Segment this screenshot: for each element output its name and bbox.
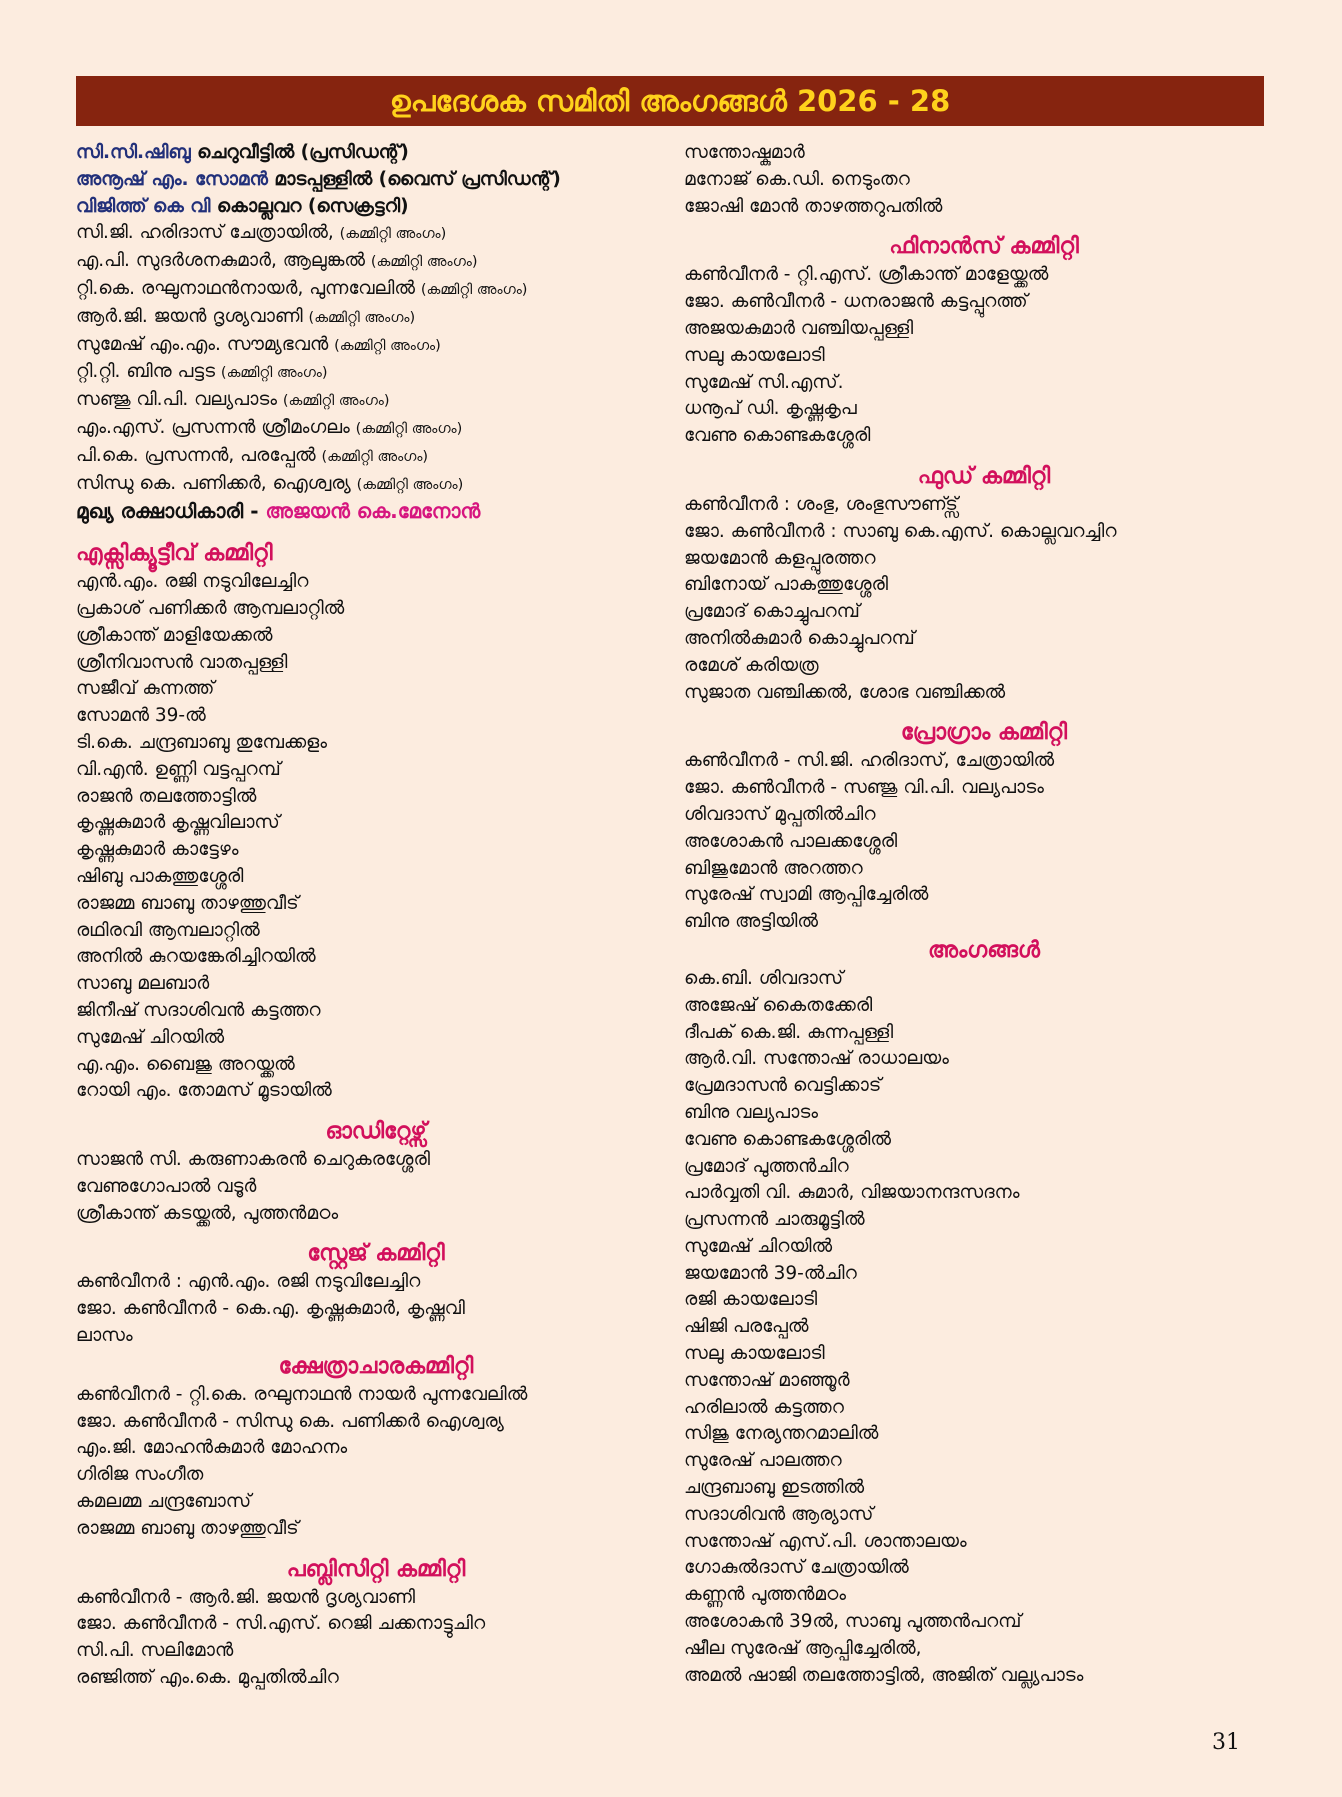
member-name: റ്റി.റ്റി. ബിനു പട്ടട [76, 361, 216, 383]
list-item: സന്തോഷ് എസ്.പി. ശാന്താലയം [684, 1530, 967, 1552]
list-item: റോയി എം. തോമസ് മൂടായിൽ [76, 1080, 332, 1102]
finance-heading: ഫിനാൻസ് കമ്മിറ്റി [889, 234, 1079, 260]
officer-name: അനൂഷ് എം. സോമൻ [76, 168, 268, 190]
officer-line [76, 167, 676, 194]
list-item: പ്രസന്നൻ ചാരുമൂട്ടിൽ [684, 1209, 865, 1231]
member-name: പി.കെ. പ്രസന്നൻ, പരപ്പേൽ [76, 444, 316, 466]
committee-member [76, 387, 676, 415]
list-item: ബിനോയ് പാകത്തുശ്ശേരി [684, 574, 889, 596]
chief-patron-name: അജയൻ കെ.മേനോൻ [265, 499, 481, 524]
list-item: സന്തോഷ്കുമാർ [684, 142, 805, 163]
list-item: ബിജുമോൻ അറത്തറ [684, 857, 863, 879]
list-item: ബിനു അട്ടിയിൽ [684, 911, 818, 933]
list-item: ജിനീഷ് സദാശിവൻ കട്ടത്തറ [76, 999, 321, 1021]
executive-section [76, 539, 676, 1105]
list-item: ജോ. കൺവീനർ - ധനരാജൻ കട്ടപ്പുറത്ത് [684, 291, 1028, 313]
committee-member [76, 415, 676, 443]
list-item: സുമേഷ് സി.എസ്. [684, 371, 844, 393]
list-item: ലാസം [76, 1325, 133, 1347]
member-role: (കമ്മിറ്റി അംഗം) [321, 448, 429, 465]
list-item: ഷീല സുരേഷ് ആപ്പിച്ചേരിൽ, [684, 1637, 922, 1659]
list-item: രഞ്ജിത്ത് എം.കെ. മുപ്പതിൽചിറ [76, 1667, 339, 1689]
list-item: കമലമ്മ ചന്ദ്രബോസ് [76, 1491, 252, 1513]
member-name: സുമേഷ് എം.എം. സൗമ്യഭവൻ [76, 333, 329, 355]
officer-role: ചെറുവീട്ടിൽ (പ്രസിഡന്റ്) [190, 142, 409, 163]
list-item: കൺവീനർ - സി.ജി. ഹരിദാസ്, ചേത്രായിൽ [684, 750, 1055, 772]
list-item: സലു കായലോടി [684, 1343, 825, 1365]
list-item: ചന്ദ്രബാബു ഇടത്തിൽ [684, 1477, 865, 1499]
members-heading: അംഗങ്ങൾ [928, 937, 1040, 963]
list-item: ഷിബു പാകത്തുശ്ശേരി [76, 865, 244, 887]
member-role: (കമ്മിറ്റി അംഗം) [220, 365, 328, 382]
stage-heading: സ്റ്റേജ് കമ്മിറ്റി [307, 1241, 445, 1267]
list-item: ജോഷി മോൻ താഴത്തറുപതിൽ [684, 195, 943, 217]
member-role: (കമ്മിറ്റി അംഗം) [370, 254, 478, 271]
list-item: സുമേഷ് ചിറയിൽ [76, 1026, 225, 1048]
list-item: കൺവീനർ - റ്റി.കെ. രഘുനാഥൻ നായർ പുന്നവേലിൽ [76, 1383, 528, 1405]
member-role: (കമ്മിറ്റി അംഗം) [356, 476, 464, 493]
list-item: വേണുഗോപാൽ വടൂർ [76, 1175, 257, 1197]
temple-section [76, 1352, 676, 1543]
publicity-heading: പബ്ലിസിറ്റി കമ്മിറ്റി [286, 1556, 466, 1582]
list-item: ശ്രീകാന്ത് മാളിയേക്കൽ [76, 624, 273, 646]
list-item: മനോജ് കെ.ഡി. നെടുംതറ [684, 168, 910, 190]
list-item: ജോ. കൺവീനർ : സാബു കെ.എസ്. കൊല്ലവറച്ചിറ [684, 520, 1117, 542]
list-item: അജയകുമാർ വഞ്ചിയപ്പള്ളി [684, 317, 914, 339]
list-item: രഥിരവി ആമ്പലാറ്റിൽ [76, 919, 260, 941]
list-item: പാർവ്വതി വി. കുമാർ, വിജയാനന്ദസദനം [684, 1182, 1020, 1204]
list-item: എം.ജി. മോഹൻകുമാർ മോഹനം [76, 1437, 348, 1459]
list-item: എൻ.എം. രജി നടുവിലേച്ചിറ [76, 571, 309, 593]
committee-member [76, 359, 676, 387]
list-item: സോമൻ 39-ൽ [76, 705, 206, 727]
list-item: കൺവീനർ : ശംഭു, ശംഭുസൗണ്ട്സ് [684, 493, 958, 515]
list-item: അജേഷ് കൈതക്കേരി [684, 994, 873, 1016]
list-item: ജയമോൻ കളപ്പുരത്തറ [684, 547, 876, 569]
chief-patron-label: മുഖ്യ രക്ഷാധികാരി - [76, 499, 266, 524]
list-item: സദാശിവൻ ആര്യാസ് [684, 1503, 874, 1525]
list-item: സലു കായലോടി [684, 344, 825, 366]
food-section [684, 462, 1284, 706]
member-name: എ.പി. സുദർശനകുമാർ, ആലുങ്കൽ [76, 250, 365, 272]
list-item: അനിൽ കുറയങ്കേരിച്ചിറയിൽ [76, 946, 316, 968]
continued-executive-list [684, 140, 1284, 220]
list-item: അനിൽകുമാർ കൊച്ചുപറമ്പ് [684, 627, 915, 649]
list-item: ബിനു വല്യപാടം [684, 1101, 818, 1123]
officer-line [76, 194, 676, 221]
committee-member [76, 220, 676, 248]
list-item: എ.എം. ബൈജു അറയ്ക്കൽ [76, 1053, 295, 1075]
list-item: കൺവീനർ : എൻ.എം. രജി നടുവിലേച്ചിറ [76, 1271, 421, 1293]
list-item: സുരേഷ് സ്വാമി ആപ്പിച്ചേരിൽ [684, 884, 929, 906]
committee-member [76, 471, 676, 499]
committee-member [76, 304, 676, 332]
right-column [684, 140, 1284, 1689]
committee-member [76, 443, 676, 471]
finance-section [684, 232, 1284, 450]
committee-member [76, 332, 676, 360]
list-item: വേണു കൊണ്ടകശ്ശേരി [684, 425, 871, 447]
auditors-heading: ഓഡിറ്റേഴ്സ് [325, 1119, 427, 1145]
list-item: പ്രേമദാസൻ വെട്ടിക്കാട് [684, 1075, 882, 1097]
list-item: ശിവദാസ് മുപ്പതിൽചിറ [684, 803, 876, 825]
list-item: ഹരിലാൽ കട്ടത്തറ [684, 1396, 844, 1418]
list-item: സുരേഷ് പാലത്തറ [684, 1450, 842, 1472]
list-item: വി.എൻ. ഉണ്ണി വട്ടപ്പറമ്പ് [76, 758, 281, 780]
member-name: റ്റി.കെ. രഘുനാഥൻനായർ, പുന്നവേലിൽ [76, 277, 415, 299]
list-item: കണ്ണൻ പുത്തൻമഠം [684, 1584, 847, 1606]
officer-name: സി.സി.ഷിബു [76, 142, 191, 163]
chief-patron [76, 498, 676, 525]
list-item: കൺവീനർ - ആർ.ജി. ജയൻ ദൃശ്യവാണി [76, 1586, 415, 1608]
list-item: ദീപക് കെ.ജി. കുന്നപ്പള്ളി [684, 1021, 894, 1043]
page-banner-title: ഉപദേശക സമിതി അംഗങ്ങൾ 2026 - 28 [76, 76, 1264, 126]
committee-member [76, 248, 676, 276]
list-item: സി.പി. സലിമോൻ [76, 1640, 234, 1662]
list-item: പ്രമോദ് പുത്തൻചിറ [684, 1155, 849, 1177]
list-item: സുമേഷ് ചിറയിൽ [684, 1235, 833, 1257]
list-item: കൺവീനർ - റ്റി.എസ്. ശ്രീകാന്ത് മാളേയ്ക്കൽ [684, 264, 1049, 286]
executive-heading: എക്സിക്യൂട്ടീവ് കമ്മിറ്റി [76, 541, 273, 567]
officer-line [76, 140, 676, 167]
officer-name: വിജിത്ത് കെ വി [76, 195, 211, 217]
list-item: ജയമോൻ 39-ൽചിറ [684, 1262, 857, 1284]
committee-members-list [76, 220, 676, 498]
list-item: ആർ.വി. സന്തോഷ് രാധാലയം [684, 1048, 949, 1070]
page-number: 31 [1212, 1730, 1240, 1755]
list-item: ശ്രീകാന്ത് കടയ്ക്കൽ, പുത്തൻമഠം [76, 1202, 339, 1224]
list-item: അശോകൻ 39ൽ, സാബു പുത്തൻപറമ്പ് [684, 1611, 1022, 1633]
officers-list [76, 140, 676, 220]
member-name: സഞ്ജു വി.പി. വല്യപാടം [76, 389, 277, 411]
members-section [684, 936, 1284, 1690]
list-item: സന്തോഷ് മാഞ്ഞൂർ [684, 1369, 850, 1391]
list-item: സജീവ് കുന്നത്ത് [76, 678, 215, 700]
list-item: കൃഷ്ണകുമാർ കൃഷ്ണവിലാസ് [76, 812, 280, 834]
list-item: വേണു കൊണ്ടകശ്ശേരിൽ [684, 1128, 891, 1150]
member-name: സിന്ധു കെ. പണിക്കർ, ഐശ്വര്യ [76, 472, 351, 494]
list-item: ജോ. കൺവീനർ - കെ.എ. കൃഷ്ണകുമാർ, കൃഷ്ണവി [76, 1298, 465, 1320]
auditors-section [76, 1117, 676, 1227]
officer-role: കൊല്ലവറ (സെക്രട്ടറി) [210, 195, 409, 217]
publicity-section [76, 1555, 676, 1692]
list-item: ഗിരിജ സംഗീത [76, 1464, 204, 1486]
list-item: ശ്രീനിവാസൻ വാതപ്പള്ളി [76, 651, 288, 673]
member-role: (കമ്മിറ്റി അംഗം) [420, 281, 528, 298]
list-item: ടി.കെ. ചന്ദ്രബാബു തുമ്പേക്കളം [76, 731, 327, 753]
list-item: പ്രമോദ് കൊച്ചുപറമ്പ് [684, 601, 860, 623]
member-role: (കമ്മിറ്റി അംഗം) [308, 309, 416, 326]
member-role: (കമ്മിറ്റി അംഗം) [282, 393, 390, 410]
left-column [76, 140, 676, 1692]
committee-member [76, 276, 676, 304]
program-heading: പ്രോഗ്രാം കമ്മിറ്റി [900, 720, 1068, 746]
officer-role: മാടപ്പള്ളിൽ (വൈസ് പ്രസിഡന്റ്) [267, 168, 561, 190]
list-item: പ്രകാശ് പണിക്കർ ആമ്പലാറ്റിൽ [76, 597, 345, 619]
list-item: സിജു നേര്യന്തറമാലിൽ [684, 1423, 879, 1445]
member-name: ആർ.ജി. ജയൻ ദൃശ്യവാണി [76, 305, 303, 327]
member-name: സി.ജി. ഹരിദാസ് ചേത്രായിൽ, [76, 222, 334, 244]
member-name: എം.എസ്. പ്രസന്നൻ ശ്രീമംഗലം [76, 416, 350, 438]
list-item: ജോ. കൺവീനർ - സിന്ധു കെ. പണിക്കർ ഐശ്വര്യ [76, 1410, 504, 1432]
list-item: ജോ. കൺവീനർ - സി.എസ്. റെജി ചക്കനാട്ടുചിറ [76, 1613, 486, 1635]
member-role: (കമ്മിറ്റി അംഗം) [355, 420, 463, 437]
list-item: ധനൂപ് ഡി. കൃഷ്ണകൃപ [684, 398, 857, 420]
list-item: സാജൻ സി. കരുണാകരൻ ചെറുകരശ്ശേരി [76, 1149, 430, 1171]
member-role: (കമ്മിറ്റി അംഗം) [334, 337, 441, 354]
list-item: രാജമ്മ ബാബു താഴത്തുവീട് [76, 1517, 299, 1539]
list-item: കെ.ബി. ശിവദാസ് [684, 967, 844, 989]
list-item: ജോ. കൺവീനർ - സഞ്ജു വി.പി. വല്യപാടം [684, 777, 1044, 799]
member-role: (കമ്മിറ്റി അംഗം) [339, 226, 447, 243]
list-item: കൃഷ്ണകുമാർ കാട്ടേഴം [76, 839, 239, 861]
list-item: രമേശ് കരിയത്ര [684, 654, 819, 676]
program-section [684, 718, 1284, 936]
list-item: രാജമ്മ ബാബു താഴത്തുവീട് [76, 892, 299, 914]
list-item: അശോകൻ പാലക്കശ്ശേരി [684, 830, 898, 852]
list-item: അമൽ ഷാജി തലത്തോട്ടിൽ, അജിത് വല്ല്യപാടം [684, 1664, 1084, 1686]
list-item: സുജാത വഞ്ചിക്കൽ, ശോഭ വഞ്ചിക്കൽ [684, 681, 1006, 703]
list-item: ഷിജി പരപ്പേൽ [684, 1316, 809, 1338]
list-item: ഗോകുൽദാസ് ചേത്രായിൽ [684, 1557, 909, 1579]
list-item: രാജൻ തലത്തോട്ടിൽ [76, 785, 257, 807]
food-heading: ഫുഡ് കമ്മിറ്റി [917, 463, 1051, 489]
list-item: സാബു മലബാർ [76, 973, 210, 995]
temple-heading: ക്ഷേത്രാചാരകമ്മിറ്റി [278, 1353, 474, 1379]
stage-section [76, 1239, 676, 1349]
list-item: രജി കായലോടി [684, 1289, 818, 1311]
